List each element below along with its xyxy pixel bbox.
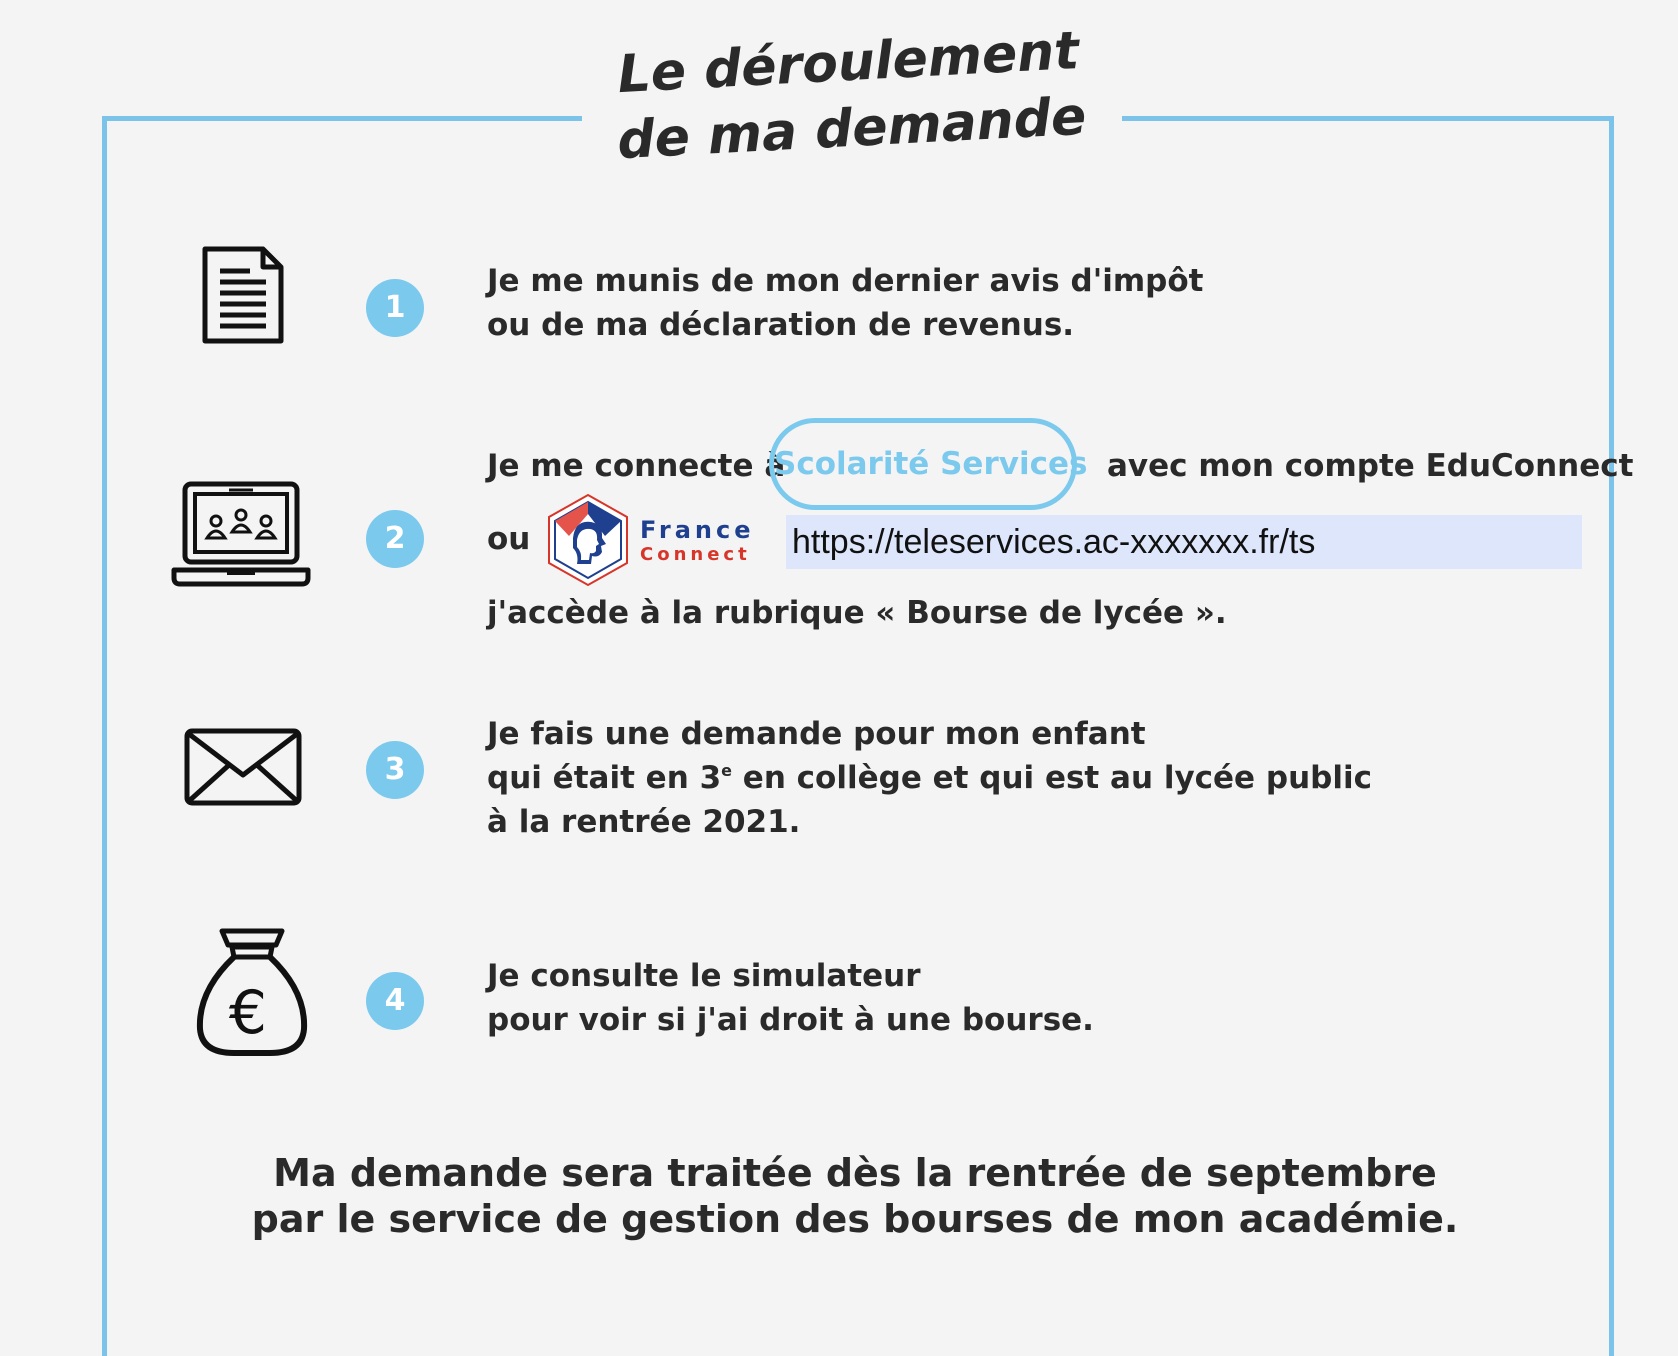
step-3-line-3: à la rentrée 2021. [487, 804, 801, 840]
step-2-line-3: j'accède à la rubrique « Bourse de lycée ». [487, 595, 1227, 631]
franceconnect-word-connect: Connect [640, 544, 751, 565]
frame-top-right-border [1122, 116, 1614, 121]
step-4-line-2: pour voir si j'ai droit à une bourse. [487, 1002, 1094, 1038]
step-2-line-1-before: Je me connecte à [487, 448, 786, 484]
franceconnect-logo-icon[interactable] [545, 492, 631, 588]
step-1-line-1: Je me munis de mon dernier avis d'impôt [487, 263, 1204, 299]
page-title [597, 17, 1103, 175]
step-4-line-1: Je consulte le simulateur [487, 958, 921, 994]
franceconnect-word-france: France [640, 516, 755, 544]
step-3-line-2-before: qui était en 3 [487, 760, 722, 796]
step-1-line-2: ou de ma déclaration de revenus. [487, 307, 1075, 343]
teleservices-url-field[interactable]: https://teleservices.ac-xxxxxxx.fr/ts [786, 515, 1582, 569]
step-3-line-2-after: en collège et qui est au lycée public [732, 760, 1372, 796]
step-3-badge: 3 [366, 741, 424, 799]
laptop-icon [171, 480, 311, 590]
scolarite-services-button[interactable]: Scolarité Services [769, 418, 1077, 510]
step-1-badge: 1 [366, 279, 424, 337]
step-3-line-1: Je fais une demande pour mon enfant [487, 716, 1146, 752]
conclusion-line-2: par le service de gestion des bourses de mon académie. [251, 1197, 1459, 1241]
step-3-line-2 [487, 756, 1372, 800]
step-2-badge: 2 [366, 510, 424, 568]
envelope-icon [183, 727, 303, 807]
frame-top-left-border [102, 116, 582, 121]
title-line-2: de ma demande [615, 86, 1088, 172]
step-2-line-1-after: avec mon compte EduConnect [1107, 448, 1634, 484]
step-4-badge: 4 [366, 972, 424, 1030]
conclusion-text [0, 1150, 1678, 1242]
money-bag-icon [194, 925, 310, 1059]
step-3-superscript: e [721, 761, 732, 780]
svg-text:€: € [228, 978, 268, 1048]
step-2-or-label: ou [487, 521, 531, 557]
document-icon [200, 244, 286, 346]
title-line-1: Le déroulement [616, 21, 1081, 106]
conclusion-line-1: Ma demande sera traitée dès la rentrée de septembre [273, 1151, 1437, 1195]
